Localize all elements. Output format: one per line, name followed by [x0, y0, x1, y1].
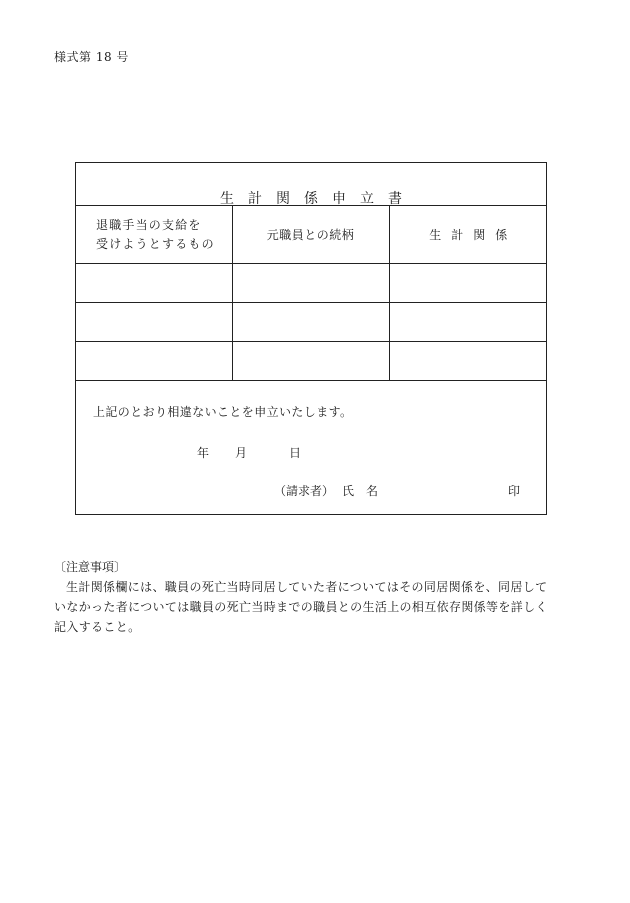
header-recipient-line2: 受けようとするもの	[96, 236, 215, 251]
table-row	[75, 264, 547, 303]
cell-relationship[interactable]	[232, 303, 389, 342]
declaration-form	[75, 162, 547, 515]
cell-livelihood[interactable]	[389, 264, 547, 303]
header-recipient-line1: 退職手当の支給を	[96, 217, 202, 232]
seal-mark: 印	[508, 484, 521, 498]
cell-relationship[interactable]	[232, 342, 389, 381]
form-number: 様式第 18 号	[54, 50, 129, 64]
notes-line-2: いなかった者については職員の死亡当時までの職員との生活上の相互依存関係等を詳しく	[54, 600, 548, 614]
form-title: 生計関係申立書	[220, 191, 416, 207]
header-relationship: 元職員との続柄	[232, 206, 389, 264]
table-header-row	[75, 206, 547, 264]
date-year: 年	[197, 446, 210, 460]
cell-recipient[interactable]	[75, 303, 232, 342]
header-livelihood: 生計関係	[389, 206, 547, 264]
cell-livelihood[interactable]	[389, 303, 547, 342]
cell-livelihood[interactable]	[389, 342, 547, 381]
declaration-text: 上記のとおり相違ないことを申立いたします。	[93, 405, 353, 419]
notes-body	[54, 577, 574, 637]
claimant-label: （請求者）	[274, 484, 335, 498]
notes-heading: 〔注意事項〕	[54, 560, 127, 574]
cell-recipient[interactable]	[75, 264, 232, 303]
table-row	[75, 303, 547, 342]
notes-line-1: 生計関係欄には、職員の死亡当時同居していた者についてはその同居関係を、同居して	[66, 580, 548, 594]
header-recipient	[75, 206, 232, 264]
name-label-2: 名	[366, 484, 379, 498]
date-month: 月	[235, 446, 248, 460]
table-row	[75, 342, 547, 381]
livelihood-table	[75, 205, 547, 381]
cell-recipient[interactable]	[75, 342, 232, 381]
cell-relationship[interactable]	[232, 264, 389, 303]
name-label-1: 氏	[342, 484, 355, 498]
notes-line-3: 記入すること。	[54, 620, 141, 634]
date-day: 日	[289, 446, 302, 460]
